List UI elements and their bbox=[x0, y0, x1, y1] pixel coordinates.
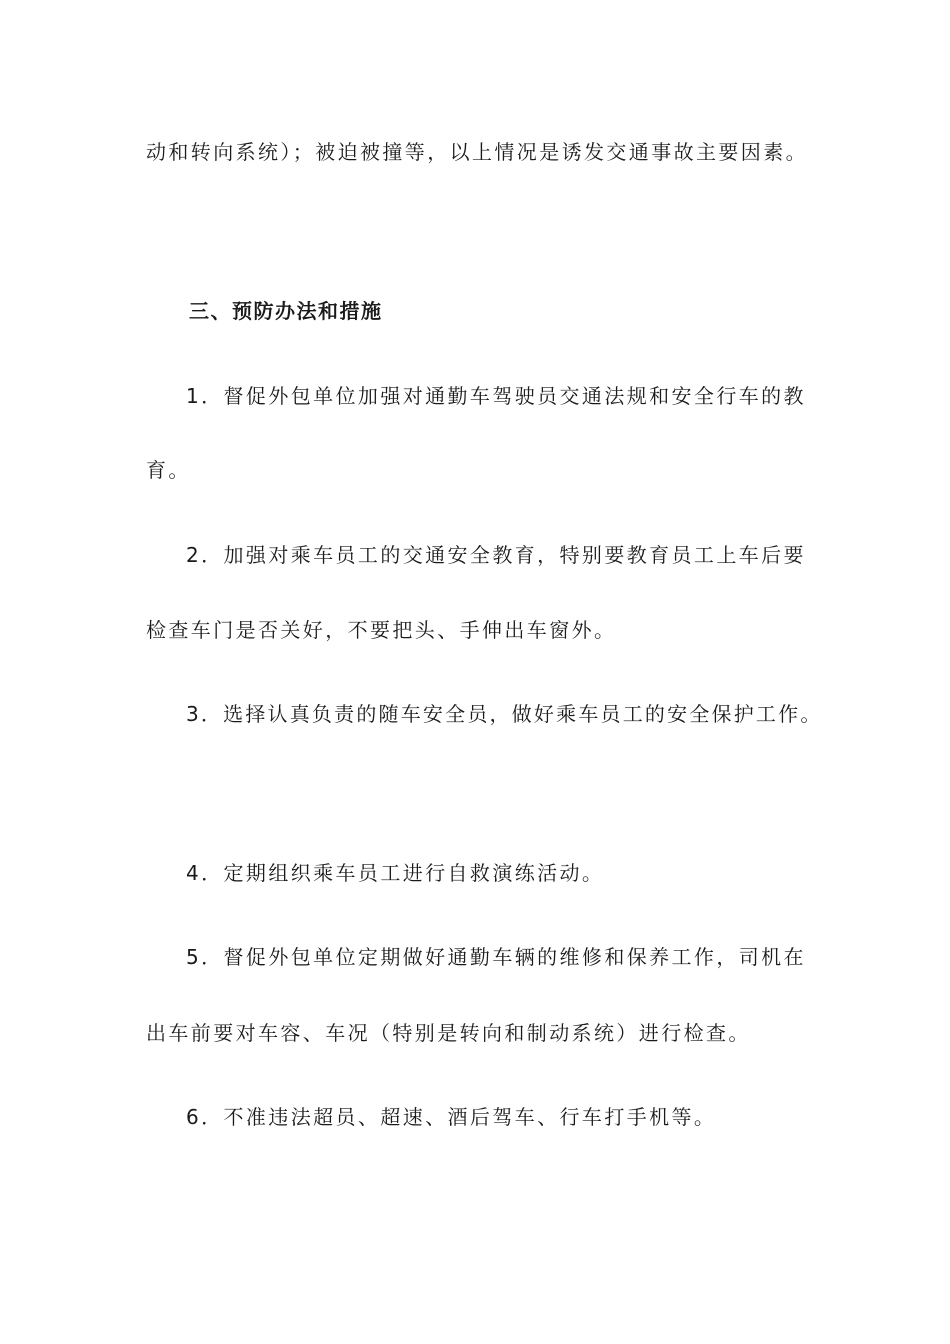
list-item-6: 6．不准违法超员、超速、酒后驾车、行车打手机等。 bbox=[186, 1105, 717, 1129]
list-item-2-line-1: 2．加强对乘车员工的交通安全教育，特别要教育员工上车后要 bbox=[186, 543, 806, 567]
list-item-1-line-2: 育。 bbox=[146, 458, 191, 482]
list-item-4: 4．定期组织乘车员工进行自救演练活动。 bbox=[186, 861, 605, 885]
list-item-5-line-2: 出车前要对车容、车况（特别是转向和制动系统）进行检查。 bbox=[146, 1021, 751, 1045]
list-item-3: 3．选择认真负责的随车安全员，做好乘车员工的安全保护工作。 bbox=[186, 702, 823, 726]
list-item-1-line-1: 1．督促外包单位加强对通勤车驾驶员交通法规和安全行车的教 bbox=[186, 384, 806, 408]
list-item-5-line-1: 5．督促外包单位定期做好通勤车辆的维修和保养工作，司机在 bbox=[186, 945, 806, 969]
section-heading: 三、预防办法和措施 bbox=[189, 299, 383, 323]
paragraph-continuation: 动和转向系统）；被迫被撞等，以上情况是诱发交通事故主要因素。 bbox=[146, 140, 808, 164]
list-item-2-line-2: 检查车门是否关好，不要把头、手伸出车窗外。 bbox=[146, 618, 617, 642]
